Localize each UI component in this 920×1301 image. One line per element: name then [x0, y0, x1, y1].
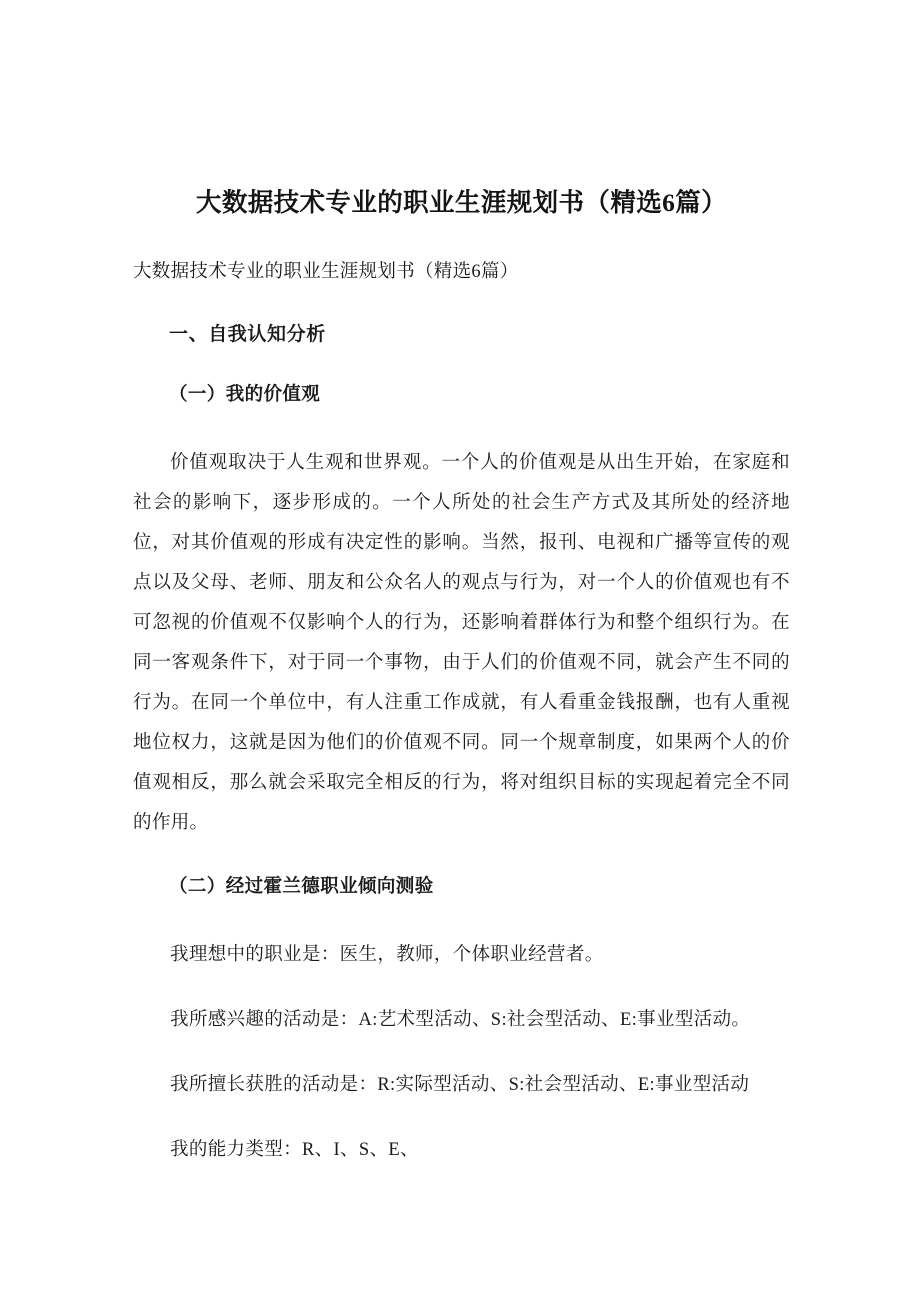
subsection-heading-my-values: （一）我的价值观 — [169, 384, 321, 405]
body-paragraph-values: 价值观取决于人生观和世界观。一个人的价值观是从出生开始，在家庭和社会的影响下，逐步形成的。一个人所处的社会生产方式及其所处的经济地位，对其价值观的形成有决定性的影响。当然，报刊、电视和广播等宣传的观点以及父母、老师、朋友和公众名人的观点与行为，对一个人的价值观也有不可忽视的价值观不仅影响个人的行为，还影响着群体行为和整个组织行为。在同一客观条件下，对于同一个事物，由于人们的价值观不同，就会产生不同的行为。在同一个单位中，有人注重工作成就，有人看重金钱报酬，也有人重视地位权力，这就是因为他们的价值观不同。同一个规章制度，如果两个人的价值观相反，那么就会采取完全相反的行为，将对组织目标的实现起着完全不同的作用。 — [133, 452, 790, 833]
list-item: 我理想中的职业是：医生，教师，个体职业经营者。 — [170, 944, 604, 965]
subsection-heading-holland-test: （二）经过霍兰德职业倾向测验 — [169, 876, 434, 897]
list-item: 我所感兴趣的活动是：A:艺术型活动、S:社会型活动、E:事业型活动。 — [170, 1009, 751, 1030]
document-content — [133, 186, 790, 1170]
list-item: 我所擅长获胜的活动是：R:实际型活动、S:社会型活动、E:事业型活动 — [170, 1074, 750, 1095]
list-item: 我的能力类型：R、I、S、E、 — [170, 1139, 419, 1160]
document-subtitle: 大数据技术专业的职业生涯规划书（精选6篇） — [133, 262, 519, 283]
section-heading-self-cognition: 一、自我认知分析 — [169, 324, 326, 346]
page-title: 大数据技术专业的职业生涯规划书（精选6篇） — [195, 188, 728, 217]
